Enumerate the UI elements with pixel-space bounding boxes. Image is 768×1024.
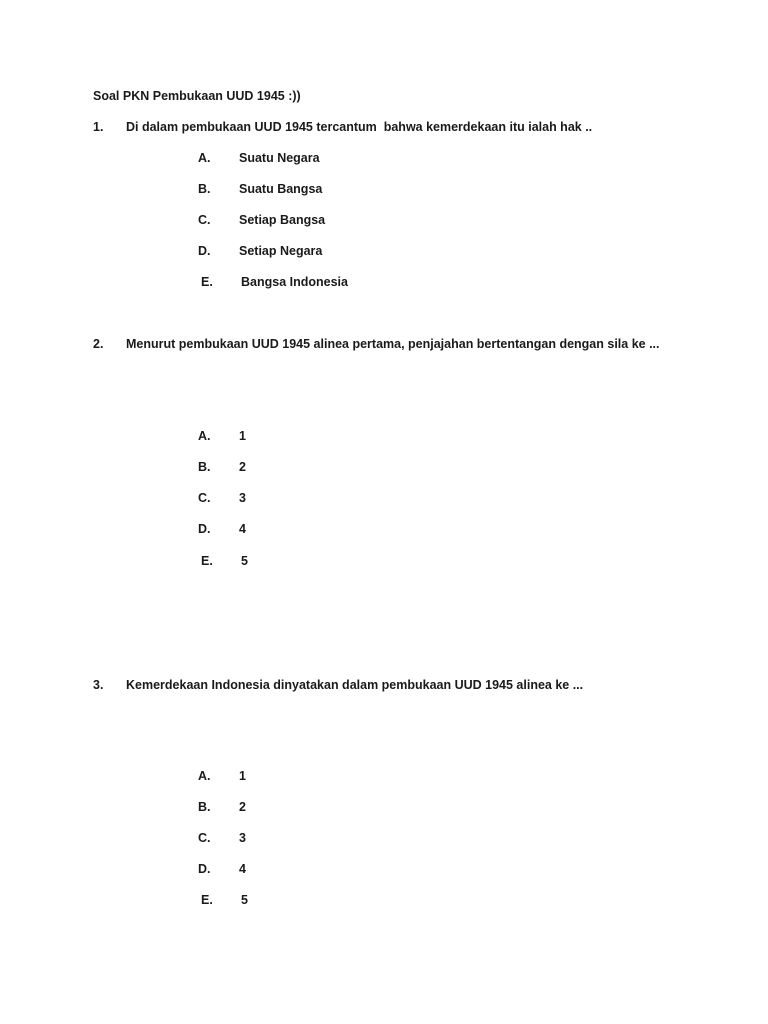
option-letter: B. <box>198 800 211 814</box>
option-letter: C. <box>198 213 211 227</box>
option-letter: B. <box>198 460 211 474</box>
option-text: 4 <box>239 522 246 536</box>
option-text: 1 <box>239 769 246 783</box>
question-number: 1. <box>93 120 104 134</box>
question-number: 3. <box>93 678 104 692</box>
question-text: Menurut pembukaan UUD 1945 alinea pertama, penjajahan bertentangan dengan sila ke ... <box>126 337 660 351</box>
option-text: Bangsa Indonesia <box>241 275 348 289</box>
option-letter: A. <box>198 429 211 443</box>
option-text: 3 <box>239 491 246 505</box>
document-title: Soal PKN Pembukaan UUD 1945 :)) <box>93 89 301 103</box>
option-text: 5 <box>241 893 248 907</box>
option-text: Setiap Bangsa <box>239 213 326 227</box>
option-text: Suatu Negara <box>239 151 320 165</box>
question-text: Di dalam pembukaan UUD 1945 tercantum bahwa kemerdekaan itu ialah hak .. <box>126 120 593 134</box>
option-letter: C. <box>198 491 211 505</box>
option-text: 2 <box>239 460 246 474</box>
option-text: Suatu Bangsa <box>239 182 323 196</box>
option-letter: D. <box>198 522 211 536</box>
option-text: 4 <box>239 862 246 876</box>
question-text: Kemerdekaan Indonesia dinyatakan dalam pembukaan UUD 1945 alinea ke ... <box>126 678 584 692</box>
question-number: 2. <box>93 337 104 351</box>
option-text: 1 <box>239 429 246 443</box>
option-text: Setiap Negara <box>239 244 323 258</box>
option-text: 3 <box>239 831 246 845</box>
option-letter: C. <box>198 831 211 845</box>
option-letter: E. <box>201 893 213 907</box>
option-letter: E. <box>201 554 213 568</box>
option-letter: A. <box>198 769 211 783</box>
option-text: 5 <box>241 554 248 568</box>
option-letter: B. <box>198 182 211 196</box>
option-letter: E. <box>201 275 213 289</box>
option-letter: A. <box>198 151 211 165</box>
option-letter: D. <box>198 244 211 258</box>
option-letter: D. <box>198 862 211 876</box>
option-text: 2 <box>239 800 246 814</box>
